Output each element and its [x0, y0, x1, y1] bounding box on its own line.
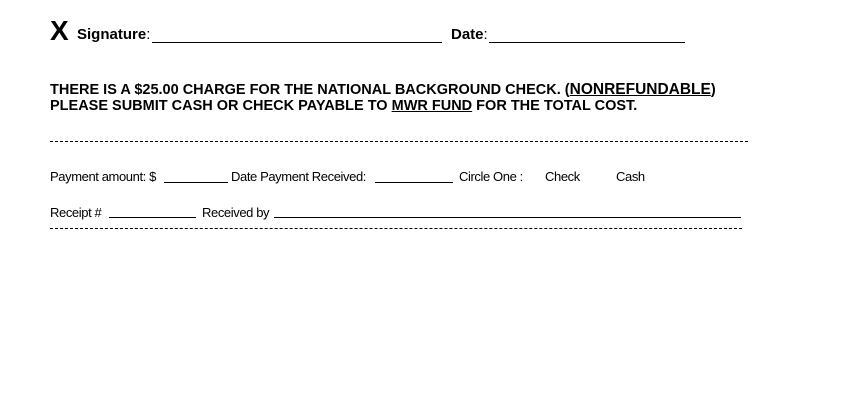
payable-notice-end: FOR THE TOTAL COST.: [472, 98, 638, 114]
signature-label-text: Signature: [77, 26, 147, 43]
signature-x-mark: X: [50, 15, 69, 46]
charge-notice-line2: [50, 98, 637, 114]
dashed-divider-bottom: [50, 228, 742, 229]
date-payment-received-field[interactable]: [375, 182, 453, 183]
charge-notice-text: THERE IS A $25.00 CHARGE FOR THE NATIONAL BACKGROUND CHECK. (: [50, 82, 570, 98]
date-colon: :: [483, 26, 488, 43]
payment-amount-label: Payment amount: $: [50, 169, 156, 184]
payment-amount-field[interactable]: [164, 182, 228, 183]
payable-notice-text: PLEASE SUBMIT CASH OR CHECK PAYABLE TO: [50, 98, 392, 114]
signature-field[interactable]: [152, 42, 442, 43]
receipt-number-label: Receipt #: [50, 205, 102, 220]
signature-colon: :: [146, 26, 151, 43]
date-payment-received-label: Date Payment Received:: [231, 169, 366, 184]
date-label-text: Date: [451, 26, 484, 43]
dashed-divider-top: [50, 141, 748, 142]
payment-option-cash[interactable]: Cash: [616, 169, 645, 184]
mwr-fund-text: MWR FUND: [391, 98, 473, 114]
nonrefundable-text: NONREFUNDABLE: [569, 81, 711, 98]
circle-one-label: Circle One :: [459, 169, 523, 184]
receipt-number-field[interactable]: [109, 217, 196, 218]
charge-notice-line1: [50, 81, 716, 99]
charge-notice-close: ): [710, 82, 716, 98]
received-by-field[interactable]: [274, 217, 741, 218]
date-label: [451, 26, 488, 43]
payment-option-check[interactable]: Check: [545, 169, 580, 184]
received-by-label: Received by: [202, 205, 270, 220]
date-field[interactable]: [489, 42, 685, 43]
signature-label: [77, 26, 150, 43]
